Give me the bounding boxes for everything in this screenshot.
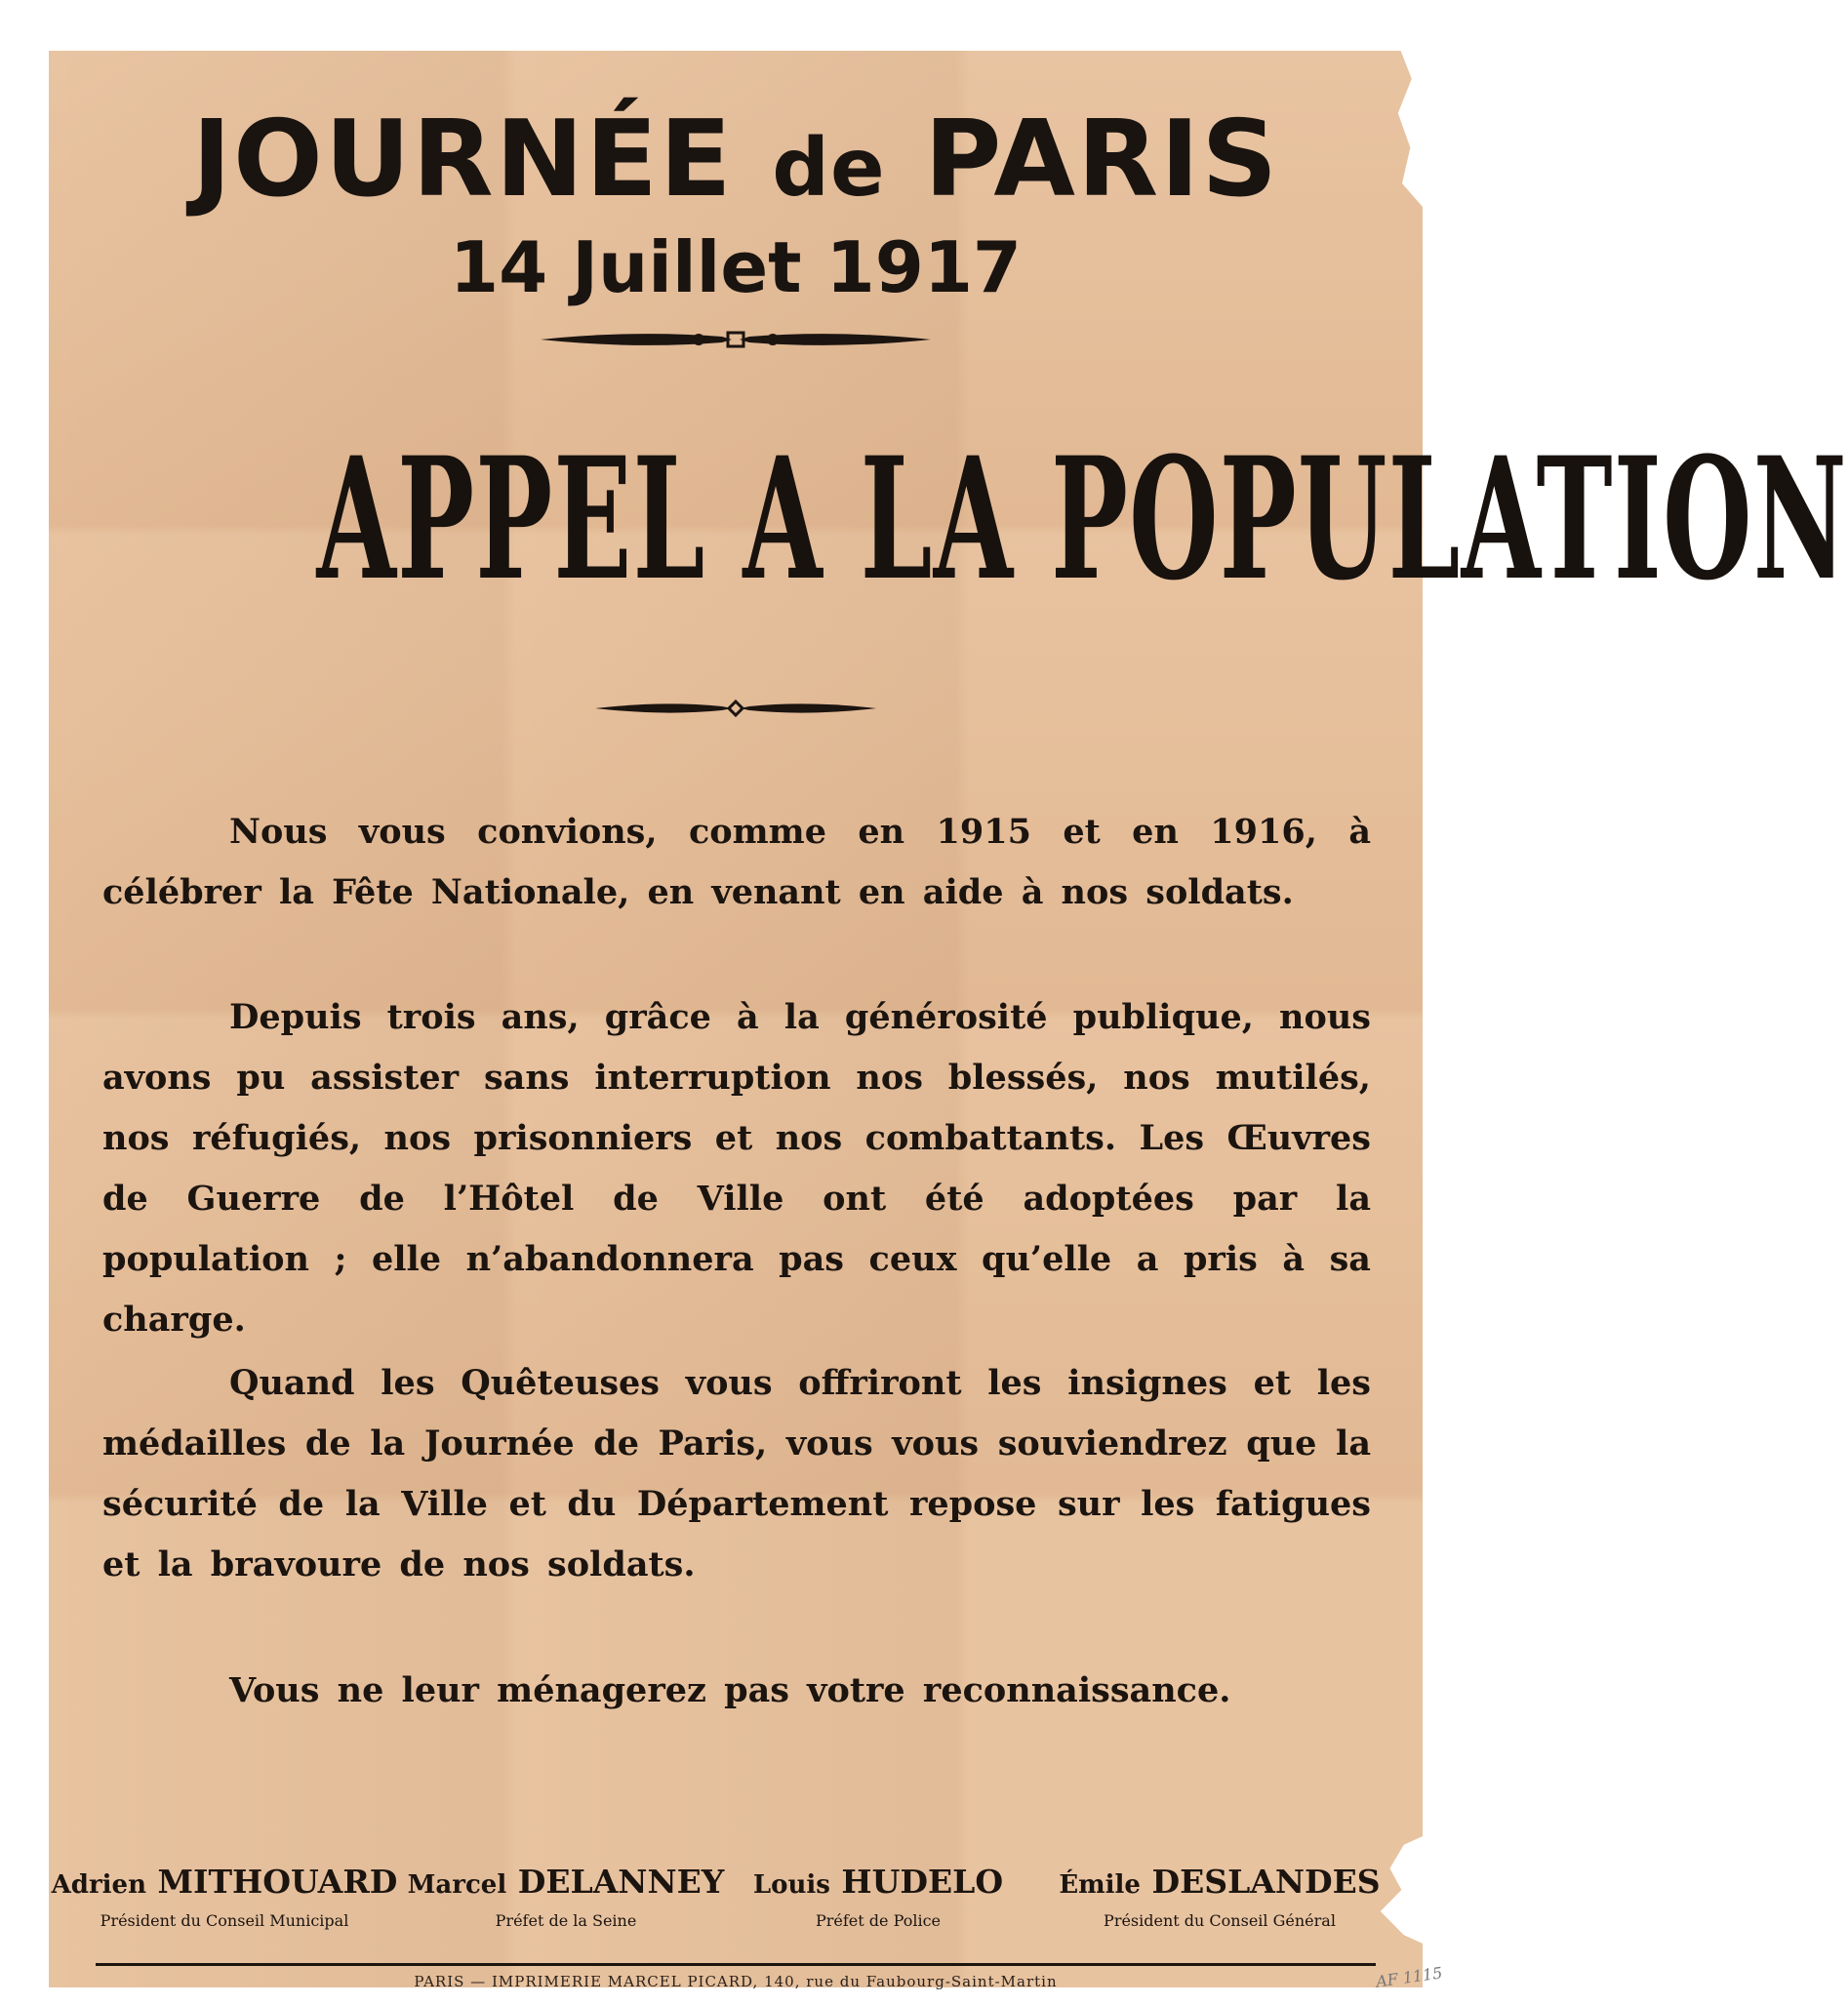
title-word-paris: PARIS (924, 99, 1280, 221)
paragraph-1-text: Nous vous convions, comme en 1915 et en 1916, à célébrer la Fête Nationale, en venant en aide à nos soldats. (102, 812, 1371, 912)
ornament-divider-top (49, 328, 1423, 355)
signatory-4-first: Émile (1059, 1870, 1141, 1900)
paragraph-1 (102, 802, 1371, 923)
paragraph-3-text: Quand les Quêteuses vous offriront les insignes et les médailles de la Journée de Paris, vous vous souviendrez que la sécurité de la Ville et du Département repose sur les fatigues et la bravoure de nos soldats. (102, 1363, 1371, 1584)
signatory-3-role: Préfet de Police (816, 1911, 941, 1930)
signatory-2 (400, 1861, 732, 1936)
signatory-3-name (732, 1861, 1024, 1906)
paragraph-2-text: Depuis trois ans, grâce à la générosité publique, nous avons pu assister sans interruption nos blessés, nos mutilés, nos réfugiés, nos prisonniers et nos combattants. Les Œuvres de Guerre de l’Hôtel de Ville ont été adoptées par la population ; elle n’abandonnera pas ceux qu’elle a pris à sa charge. (102, 997, 1371, 1340)
paragraph-3 (102, 1353, 1371, 1595)
title-word-de: de (772, 122, 886, 215)
signatory-2-last: DELANNEY (517, 1863, 725, 1901)
title-word-journee: JOURNÉE (191, 99, 734, 221)
ornament-divider-bottom (49, 699, 1423, 722)
poster-date: 14 Juillet 1917 (449, 226, 1023, 308)
signatory-3 (732, 1861, 1024, 1936)
poster (49, 51, 1848, 1990)
signatory-1-name (49, 1861, 400, 1906)
footer-rule (96, 1963, 1376, 1966)
signatory-3-first: Louis (752, 1870, 830, 1900)
signatory-2-role: Préfet de la Seine (495, 1911, 637, 1930)
poster-title (49, 101, 1423, 227)
signatory-2-name (400, 1861, 732, 1906)
printer-imprint: PARIS — IMPRIMERIE MARCEL PICARD, 140, rue du Faubourg-Saint-Martin (414, 1973, 1058, 1990)
paragraph-4: Vous ne leur ménagerez pas votre reconnaissance. (229, 1670, 1231, 1710)
signatory-1-last: MITHOUARD (157, 1863, 398, 1901)
paragraph-2 (102, 987, 1371, 1350)
headline: APPEL A LA POPULATION (316, 420, 1848, 618)
signatory-2-first: Marcel (407, 1870, 507, 1900)
signatory-4-name (1024, 1861, 1415, 1906)
signatory-4 (1024, 1861, 1415, 1936)
signatory-3-last: HUDELO (841, 1863, 1004, 1901)
signatory-1 (49, 1861, 400, 1936)
signatory-4-role: Président du Conseil Général (1104, 1911, 1336, 1930)
signatory-4-last: DESLANDES (1151, 1863, 1381, 1901)
archive-mark: AF 1115 (1375, 1963, 1444, 1991)
signatory-1-first: Adrien (51, 1870, 146, 1900)
signatory-1-role: Président du Conseil Municipal (100, 1911, 349, 1930)
